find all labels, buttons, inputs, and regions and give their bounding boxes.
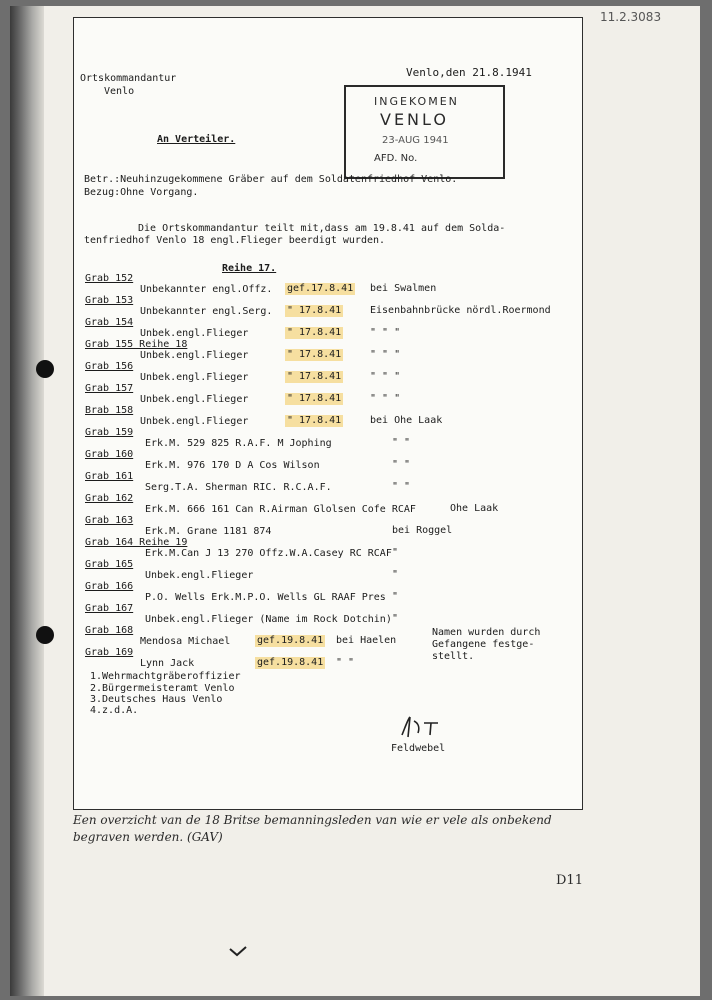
- grave-name: Mendosa Michael: [140, 636, 231, 647]
- received-stamp: [344, 85, 505, 179]
- side-note-line-1: Namen wurden durch: [432, 627, 541, 638]
- body-line-2: tenfriedhof Venlo 18 engl.Flieger beerdigt wurden.: [84, 235, 386, 246]
- grave-place: bei Roggel: [392, 525, 453, 536]
- grave-name: Unbek.engl.Flieger: [140, 416, 249, 427]
- grave-place: bei Swalmen: [370, 283, 437, 294]
- addressee: An Verteiler.: [157, 134, 236, 145]
- photo-caption: Een overzicht van de 18 Britse bemanningsleden van wie er vele als onbekend begraven werden. (GAV): [73, 813, 552, 844]
- grave-name: Lynn Jack: [140, 658, 195, 669]
- grave-number: Grab 161: [85, 471, 134, 482]
- row-heading: Reihe 17.: [222, 263, 277, 274]
- grave-date: gef.17.8.41: [287, 283, 354, 294]
- grave-date: gef.19.8.41: [257, 635, 324, 646]
- grave-number: Grab 169: [85, 647, 134, 658]
- grave-number: Grab 157: [85, 383, 134, 394]
- side-note-line-2: Gefangene festge-: [432, 639, 535, 650]
- grave-name: Unbekannter engl.Serg.: [140, 306, 273, 317]
- grave-date: " 17.8.41: [287, 305, 342, 316]
- body-line-1: Die Ortskommandantur teilt mit,dass am 19.8.41 auf dem Solda-: [138, 223, 506, 234]
- subject-line: Betr.:Neuhinzugekommene Gräber auf dem Soldatenfriedhof Venlo.: [84, 174, 458, 185]
- grave-place: Ohe Laak: [450, 503, 499, 514]
- grave-number: Grab 167: [85, 603, 134, 614]
- grave-name: Unbek.engl.Flieger: [140, 372, 249, 383]
- place-date: Venlo,den 21.8.1941: [406, 66, 532, 79]
- archive-number: 11.2.3083: [600, 10, 662, 24]
- grave-number: Brab 158: [85, 405, 134, 416]
- punch-hole-lower: [36, 626, 54, 644]
- grave-place: " " ": [370, 327, 401, 338]
- stamp-afd: AFD. No.: [374, 153, 418, 164]
- check-mark: [228, 945, 248, 957]
- grave-name: Unbek.engl.Flieger: [140, 328, 249, 339]
- binder-spine: [10, 6, 44, 996]
- grave-date: " 17.8.41: [287, 371, 342, 382]
- grave-number: Grab 166: [85, 581, 134, 592]
- grave-name: Unbek.engl.Flieger: [140, 394, 249, 405]
- grave-place: ": [392, 591, 399, 602]
- grave-date: " 17.8.41: [287, 349, 342, 360]
- stamp-line2: VENLO: [380, 110, 449, 129]
- reference-line: Bezug:Ohne Vorgang.: [84, 187, 199, 198]
- distribution-item: 4.z.d.A.: [90, 705, 139, 716]
- grave-place: " ": [336, 657, 355, 668]
- grave-place: ": [392, 547, 399, 558]
- grave-place: " " ": [370, 349, 401, 360]
- grave-place: bei Haelen: [336, 635, 397, 646]
- grave-number: Grab 152: [85, 273, 134, 284]
- grave-number: Grab 162: [85, 493, 134, 504]
- distribution-item: 3.Deutsches Haus Venlo: [90, 694, 223, 705]
- punch-hole-upper: [36, 360, 54, 378]
- grave-place: " ": [392, 459, 411, 470]
- grave-name: Unbek.engl.Flieger (Name im Rock Dotchin): [145, 614, 392, 625]
- grave-name: Erk.M. 529 825 R.A.F. M Jophing: [145, 438, 332, 449]
- stamp-date: 23-AUG 1941: [382, 135, 449, 146]
- grave-name: Unbek.engl.Flieger: [140, 350, 249, 361]
- grave-name: Serg.T.A. Sherman RIC. R.C.A.F.: [145, 482, 332, 493]
- grave-place: " " ": [370, 371, 401, 382]
- grave-number: Grab 155 Reihe 18: [85, 339, 188, 350]
- stamp-line1: INGEKOMEN: [374, 95, 459, 108]
- grave-number: Grab 165: [85, 559, 134, 570]
- grave-place: bei Ohe Laak: [370, 415, 443, 426]
- grave-date: gef.19.8.41: [257, 657, 324, 668]
- signature-rank: Feldwebel: [391, 743, 446, 754]
- grave-name: Unbekannter engl.Offz.: [140, 284, 273, 295]
- grave-number: Grab 159: [85, 427, 134, 438]
- office-name: Ortskommandantur: [80, 73, 177, 84]
- grave-place: ": [392, 569, 399, 580]
- page-label: D11: [556, 873, 583, 888]
- grave-number: Grab 163: [85, 515, 134, 526]
- grave-date: " 17.8.41: [287, 415, 342, 426]
- grave-name: P.O. Wells Erk.M.P.O. Wells GL RAAF Pres: [145, 592, 386, 603]
- grave-number: Grab 168: [85, 625, 134, 636]
- grave-number: Grab 156: [85, 361, 134, 372]
- grave-place: Eisenbahnbrücke nördl.Roermond: [370, 305, 551, 316]
- grave-date: " 17.8.41: [287, 393, 342, 404]
- grave-place: " ": [392, 437, 411, 448]
- grave-date: " 17.8.41: [287, 327, 342, 338]
- distribution-item: 1.Wehrmachtgräberoffizier: [90, 671, 241, 682]
- grave-name: Erk.M. 666 161 Can R.Airman Glolsen Cofe RCAF: [145, 504, 416, 515]
- grave-name: Erk.M.Can J 13 270 Offz.W.A.Casey RC RCAF: [145, 548, 392, 559]
- distribution-item: 2.Bürgermeisteramt Venlo: [90, 683, 235, 694]
- grave-number: Grab 164 Reihe 19: [85, 537, 188, 548]
- grave-place: " ": [392, 481, 411, 492]
- grave-name: Erk.M. Grane 1181 874: [145, 526, 272, 537]
- grave-number: Grab 154: [85, 317, 134, 328]
- grave-number: Grab 160: [85, 449, 134, 460]
- office-city: Venlo: [104, 86, 135, 97]
- grave-place: ": [392, 613, 399, 624]
- grave-place: " " ": [370, 393, 401, 404]
- grave-number: Grab 153: [85, 295, 134, 306]
- grave-name: Erk.M. 976 170 D A Cos Wilson: [145, 460, 320, 471]
- grave-name: Unbek.engl.Flieger: [145, 570, 254, 581]
- handwritten-signature: [398, 713, 450, 743]
- side-note-line-3: stellt.: [432, 651, 475, 662]
